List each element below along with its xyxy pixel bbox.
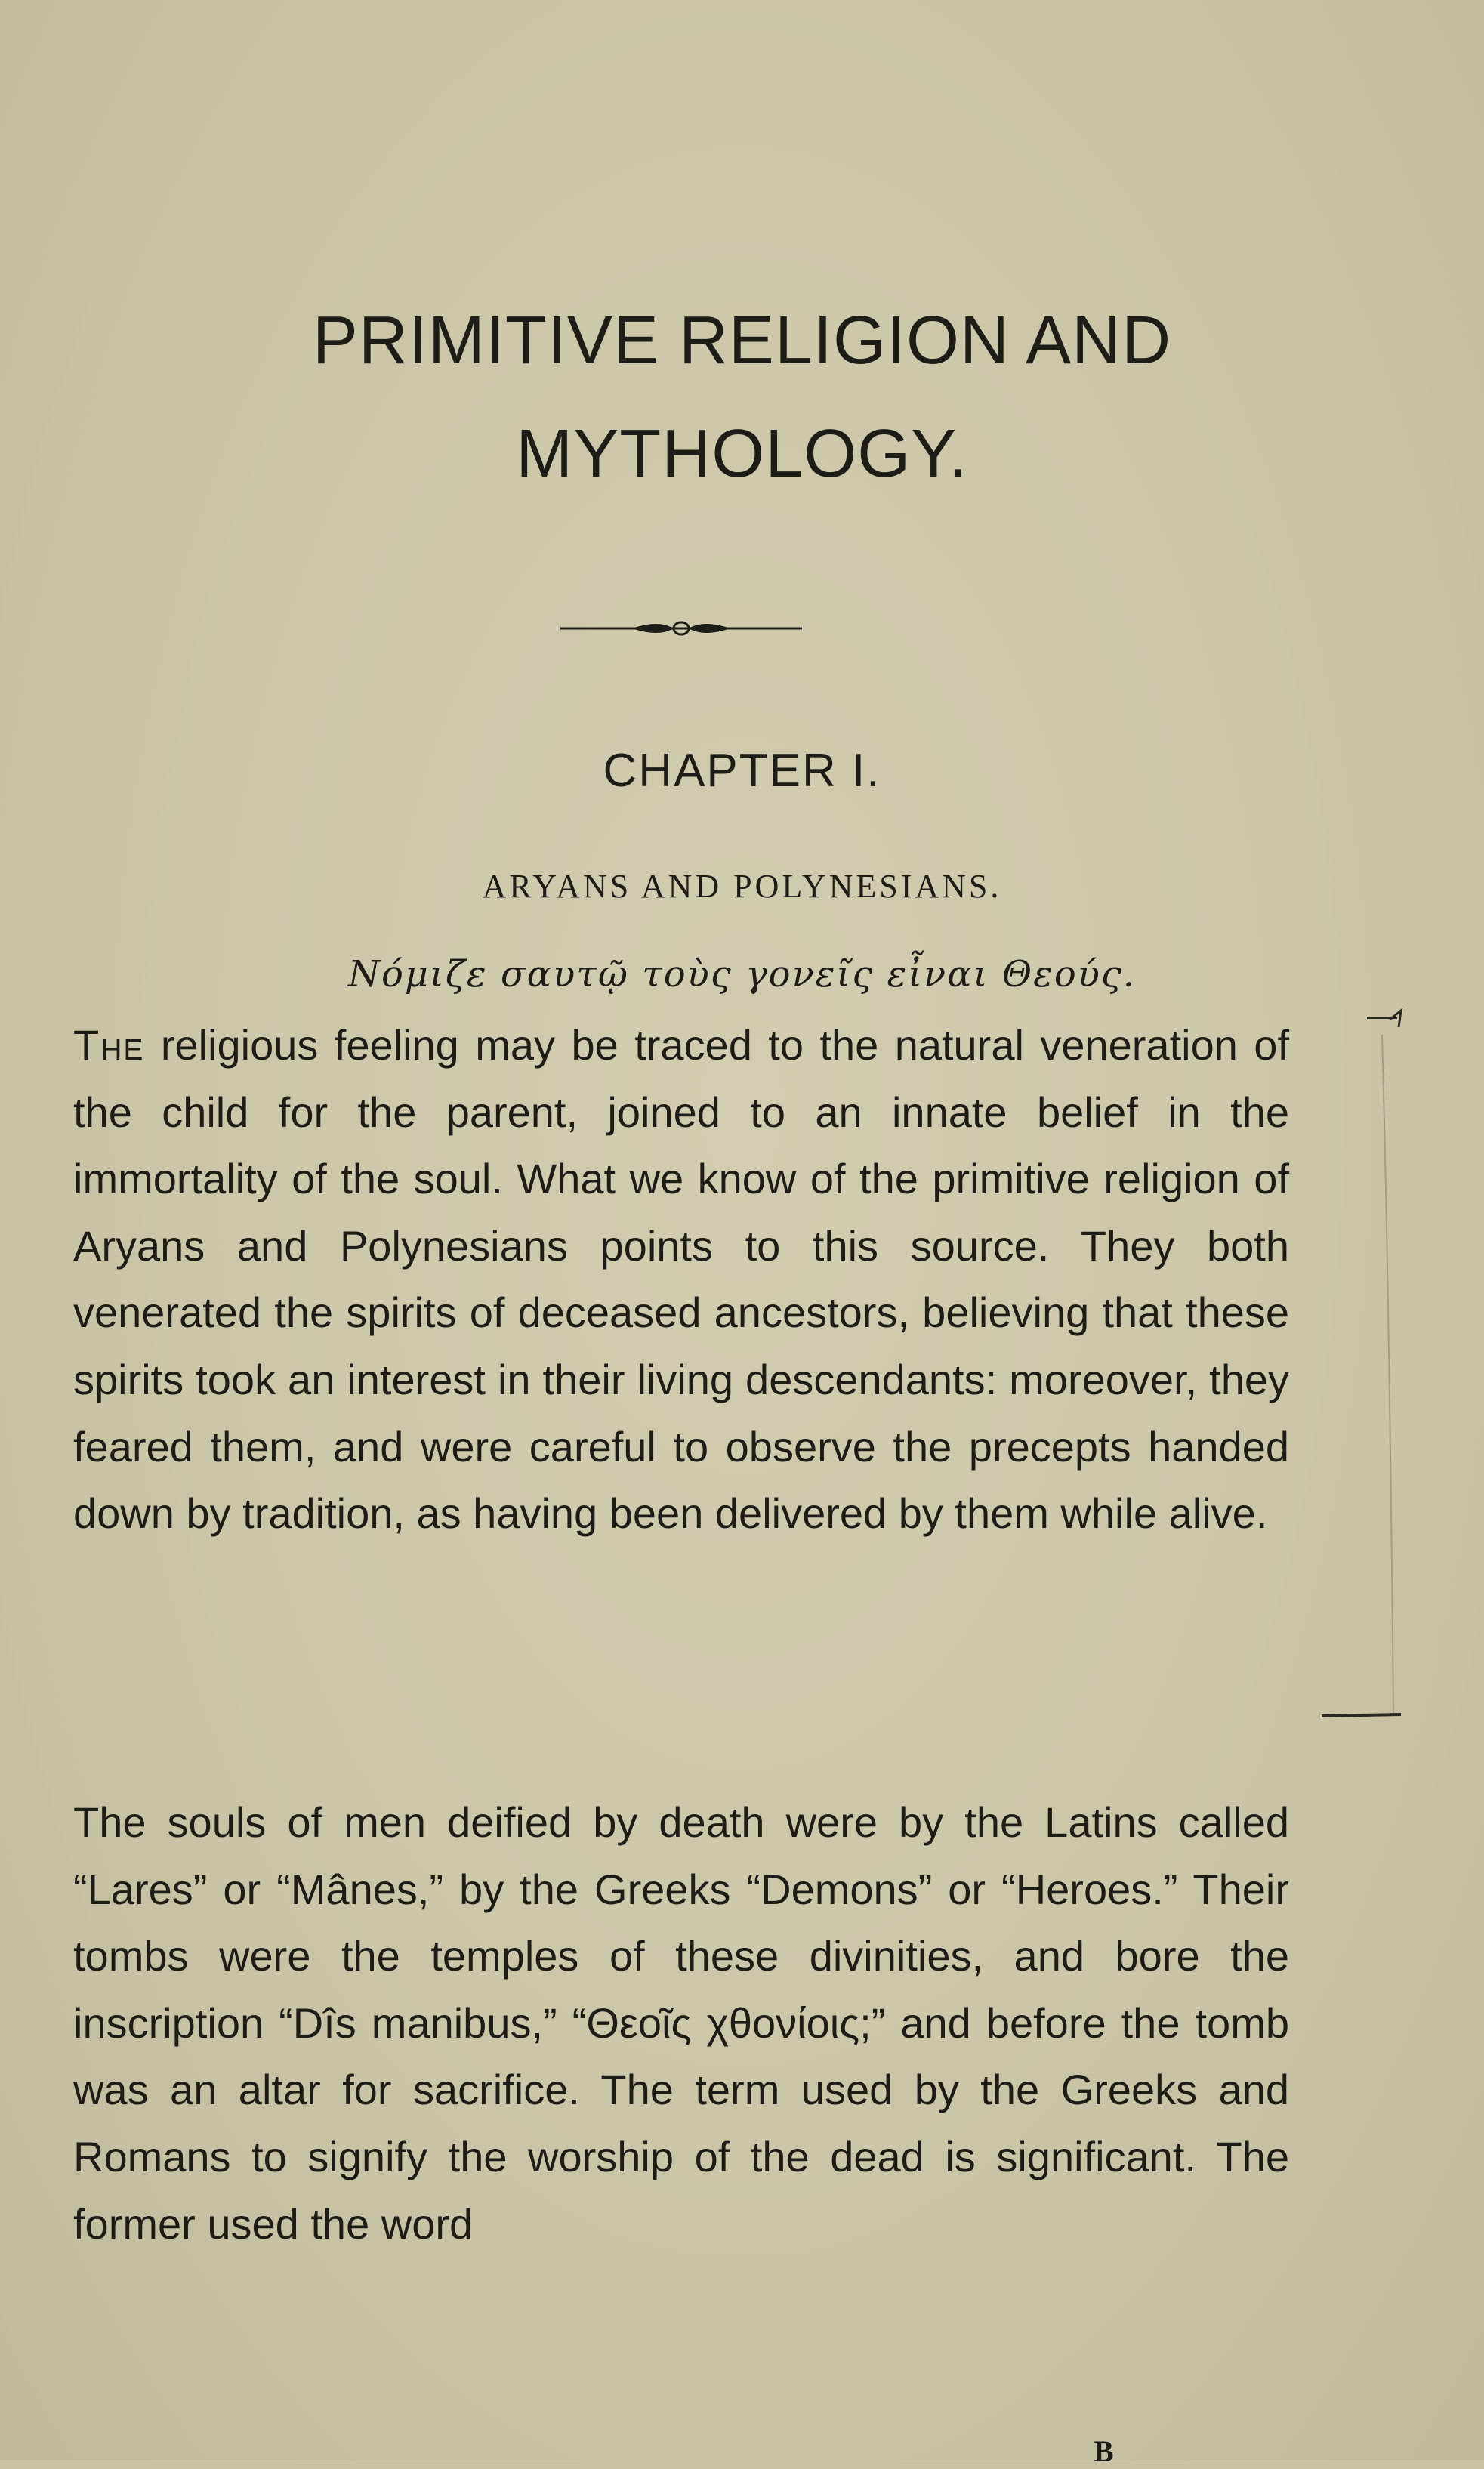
book-title-line-2: MYTHOLOGY. bbox=[516, 416, 968, 492]
paragraph-2: The souls of men deified by death were by the Latins called “Lares” or “Mânes,” by the Greeks “Demons” or “Heroes.” Their tombs were the temples of these divinities, and bore the inscription “Dîs manibus,” “Θεοῖς χθονίοις;” and before the tomb was an altar for sacrifice. The term used by the Greeks and Romans to signify the worship of the dead is significant. The former used the word bbox=[73, 1798, 1289, 2248]
chapter-heading: CHAPTER I. bbox=[603, 745, 881, 797]
ornamental-divider bbox=[560, 613, 802, 643]
paragraph-1-text: religious feeling may be traced to the natural veneration of the child for the parent, joined to an innate belief in the immortality of the soul. What we know of the primitive religion of Aryans and Polynesians points to this source. They both venerated the spirits of deceased ancestors, believing that these spirits took an interest in their living descendants: moreover, they feared them, and were careful to observe the precepts handed down by tradition, as having been delivered by them while alive. bbox=[73, 1021, 1289, 1538]
pencil-margin-bracket bbox=[1276, 1005, 1412, 1737]
chapter-subtitle: ARYANS AND POLYNESIANS. bbox=[482, 868, 1002, 905]
printer-signature-mark: B bbox=[1094, 2434, 1114, 2468]
greek-epigraph: Νόμιζε σαυτῷ τοὺς γονεῖς εἶναι Θεούς. bbox=[347, 953, 1137, 995]
paragraph-1 bbox=[73, 1012, 1289, 1548]
paragraph-1-lead-word: The bbox=[73, 1021, 145, 1069]
book-title-line-1: PRIMITIVE RELIGION AND bbox=[312, 303, 1172, 378]
